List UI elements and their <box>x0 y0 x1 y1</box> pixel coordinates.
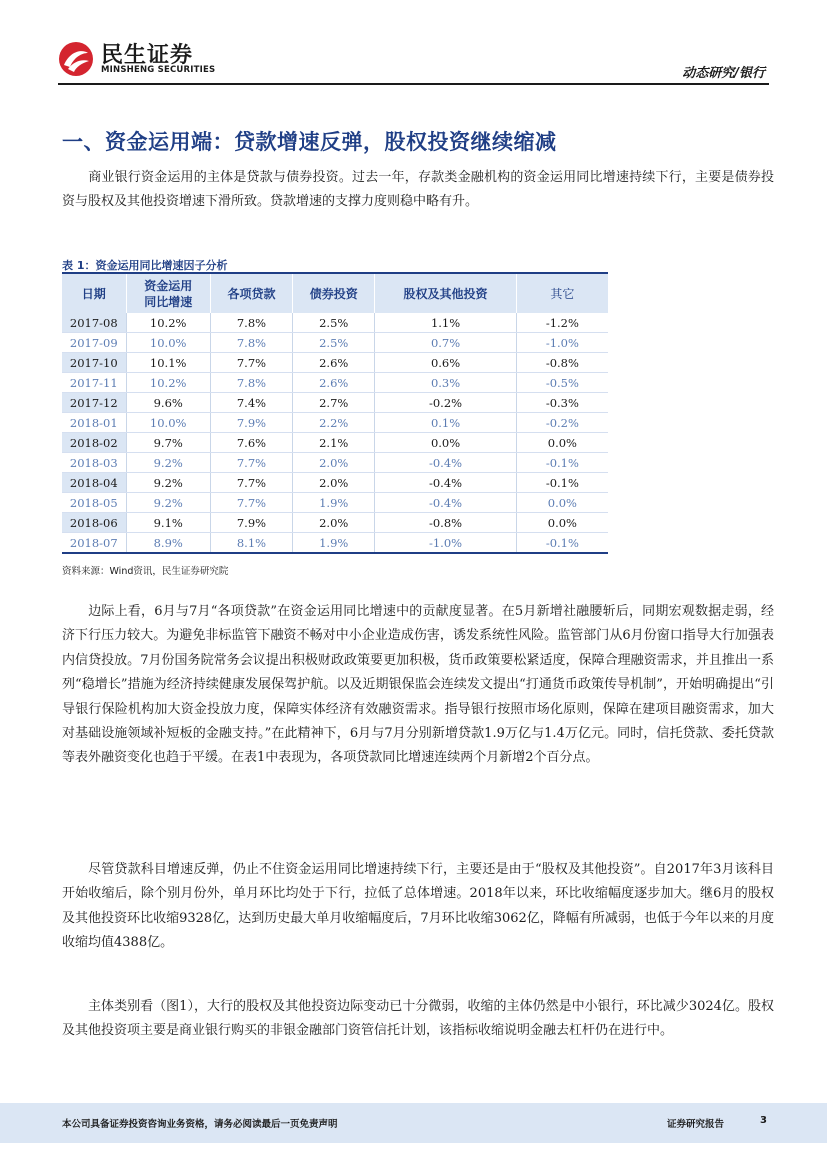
brand-name-cn: 民生证券 <box>101 43 194 68</box>
table-cell: 2017-08 <box>62 313 126 333</box>
table-cell: 9.2% <box>126 493 210 513</box>
header-date: 日期 <box>62 274 126 313</box>
table-cell: -0.2% <box>375 393 516 413</box>
header-divider <box>58 83 769 85</box>
table-cell: 2.1% <box>293 433 375 453</box>
table-cell: 7.8% <box>210 313 292 333</box>
table-row <box>62 473 608 493</box>
table-cell: 10.1% <box>126 353 210 373</box>
table-cell: 2018-06 <box>62 513 126 533</box>
table-row <box>62 433 608 453</box>
table-source: 资料来源：Wind资讯，民生证券研究院 <box>62 566 229 577</box>
table-cell: 0.3% <box>375 373 516 393</box>
table-cell: 10.2% <box>126 373 210 393</box>
table-cell: -1.2% <box>516 313 608 333</box>
table-cell: 7.7% <box>210 493 292 513</box>
growth-factor-table <box>62 274 608 553</box>
paragraph-2-text: 边际上看，6月与7月“各项贷款”在资金运用同比增速中的贡献度显著。在5月新增社融腰斩后，同期宏观数据走弱，经济下行压力较大。为避免非标监管下融资不畅对中小企业造成伤害，诱发系统性风险。监管部门从6月份窗口指导大行加强表内信贷投放。7月份国务院常务会议提出积极财政政策要更加积极，货币政策要松紧适度，保障合理融资需求，并且推出一系列“稳增长”措施为经济持续健康发展保驾护航。以及近期银保监会连续发文提出“打通货币政策传导机制”，开始明确提出“引导银行保险机构加大资金投放力度，保障实体经济有效融资需求。指导银行按照市场化原则，保障在建项目融资需求，加大对基础设施领域补短板的金融支持。”在此精神下，6月与7月分别新增贷款1.9万亿与1.4万亿元。同时，信托贷款、委托贷款等表外融资变化也趋于平缓。在表1中表现为，各项贷款同比增速连续两个月新增2个百分点。 <box>62 604 774 766</box>
header-loans: 各项贷款 <box>210 274 292 313</box>
table-cell: 7.8% <box>210 373 292 393</box>
paragraph-1-text: 商业银行资金运用的主体是贷款与债券投资。过去一年，存款类金融机构的资金运用同比增速持续下行，主要是债券投资与股权及其他投资增速下滑所致。贷款增速的支撑力度则稳中略有升。 <box>62 170 774 210</box>
table-cell: 7.8% <box>210 333 292 353</box>
paragraph-4 <box>62 995 774 1044</box>
table-row <box>62 513 608 533</box>
table-cell: -0.2% <box>516 413 608 433</box>
paragraph-4-text: 主体类别看（图1），大行的股权及其他投资边际变动已十分微弱，收缩的主体仍然是中小银行，环比减少3024亿。股权及其他投资项主要是商业银行购买的非银金融部门资管信托计划，该指标收缩说明金融去杠杆仍在进行中。 <box>62 999 774 1039</box>
report-type: 动态研究/银行 <box>682 66 765 81</box>
table-cell: 2.0% <box>293 453 375 473</box>
table-cell: 10.0% <box>126 333 210 353</box>
table-cell: 9.1% <box>126 513 210 533</box>
table-cell: -0.5% <box>516 373 608 393</box>
table-cell: 9.2% <box>126 473 210 493</box>
brand-name-en: MINSHENG SECURITIES <box>101 65 216 75</box>
table-cell: 2.6% <box>293 353 375 373</box>
table-cell: 2018-03 <box>62 453 126 473</box>
header-other: 其它 <box>516 274 608 313</box>
table-cell: 2.7% <box>293 393 375 413</box>
table-cell: 1.9% <box>293 493 375 513</box>
table-row <box>62 393 608 413</box>
table-cell: 0.6% <box>375 353 516 373</box>
table-cell: 0.0% <box>516 513 608 533</box>
table-cell: 2018-02 <box>62 433 126 453</box>
table-cell: 0.0% <box>516 493 608 513</box>
table-cell: -0.1% <box>516 473 608 493</box>
table-cell: 2017-09 <box>62 333 126 353</box>
header-growth-line1: 资金运用 <box>144 278 193 293</box>
table-cell: 2.5% <box>293 333 375 353</box>
table-cell: 7.7% <box>210 453 292 473</box>
header-bonds: 债券投资 <box>293 274 375 313</box>
table-cell: 0.7% <box>375 333 516 353</box>
table-cell: 9.2% <box>126 453 210 473</box>
table-cell: -0.4% <box>375 493 516 513</box>
table-cell: 2018-05 <box>62 493 126 513</box>
minsheng-logo-icon <box>58 41 94 77</box>
table-header-row <box>62 274 608 313</box>
paragraph-1 <box>62 166 774 215</box>
table-cell: 2017-11 <box>62 373 126 393</box>
table-cell: 0.0% <box>516 433 608 453</box>
table-cell: 1.1% <box>375 313 516 333</box>
table-row <box>62 413 608 433</box>
header-growth-line2: 同比增速 <box>144 294 193 309</box>
table-cell: 0.0% <box>375 433 516 453</box>
table-cell: -1.0% <box>375 533 516 553</box>
table-cell: 2.6% <box>293 373 375 393</box>
table-body <box>62 313 608 553</box>
paragraph-2 <box>62 600 774 771</box>
footer-label: 证券研究报告 <box>667 1119 725 1130</box>
table-cell: 10.2% <box>126 313 210 333</box>
table-cell: -0.4% <box>375 453 516 473</box>
table-row <box>62 453 608 473</box>
page-number: 3 <box>760 1115 767 1126</box>
table-cell: 7.7% <box>210 473 292 493</box>
table-cell: 7.6% <box>210 433 292 453</box>
table-cell: -0.8% <box>516 353 608 373</box>
table-cell: -0.1% <box>516 453 608 473</box>
table-cell: 2.5% <box>293 313 375 333</box>
table-cell: 7.9% <box>210 413 292 433</box>
table-row <box>62 353 608 373</box>
table-cell: 2.0% <box>293 513 375 533</box>
table-cell: 8.1% <box>210 533 292 553</box>
table-cell: -0.8% <box>375 513 516 533</box>
table-cell: -0.4% <box>375 473 516 493</box>
table-cell: 8.9% <box>126 533 210 553</box>
table-cell: 10.0% <box>126 413 210 433</box>
table-cell: -0.3% <box>516 393 608 413</box>
table-cell: 9.6% <box>126 393 210 413</box>
table-cell: 2017-12 <box>62 393 126 413</box>
paragraph-3-text: 尽管贷款科目增速反弹，仍止不住资金运用同比增速持续下行，主要还是由于“股权及其他投资”。自2017年3月该科目开始收缩后，除个别月份外，单月环比均处于下行，拉低了总体增速。2018年以来，环比收缩幅度逐步加大。继6月的股权及其他投资环比收缩9328亿，达到历史最大单月收缩幅度后，7月环比收缩3062亿，降幅有所减弱，也低于今年以来的月度收缩均值4388亿。 <box>62 862 774 951</box>
table-cell: -0.1% <box>516 533 608 553</box>
table-cell: 1.9% <box>293 533 375 553</box>
paragraph-3 <box>62 858 774 956</box>
table-cell: 2018-07 <box>62 533 126 553</box>
table-cell: 2017-10 <box>62 353 126 373</box>
table-cell: -1.0% <box>516 333 608 353</box>
table-cell: 2018-01 <box>62 413 126 433</box>
table-row <box>62 313 608 333</box>
page-header <box>0 0 827 86</box>
table-cell: 2018-04 <box>62 473 126 493</box>
table-cell: 7.4% <box>210 393 292 413</box>
table-bottom-rule <box>62 552 608 554</box>
header-growth <box>126 274 210 313</box>
header-equity: 股权及其他投资 <box>375 274 516 313</box>
table-row <box>62 533 608 553</box>
table-cell: 9.7% <box>126 433 210 453</box>
table-cell: 7.7% <box>210 353 292 373</box>
table-row <box>62 493 608 513</box>
table-cell: 7.9% <box>210 513 292 533</box>
table-cell: 2.2% <box>293 413 375 433</box>
table-row <box>62 333 608 353</box>
table-cell: 0.1% <box>375 413 516 433</box>
footer-disclaimer: 本公司具备证券投资咨询业务资格，请务必阅读最后一页免责声明 <box>62 1119 338 1130</box>
section-title: 一、资金运用端：贷款增速反弹，股权投资继续缩减 <box>62 130 557 154</box>
table-caption: 表 1：资金运用同比增速因子分析 <box>62 259 228 272</box>
table-row <box>62 373 608 393</box>
table-cell: 2.0% <box>293 473 375 493</box>
